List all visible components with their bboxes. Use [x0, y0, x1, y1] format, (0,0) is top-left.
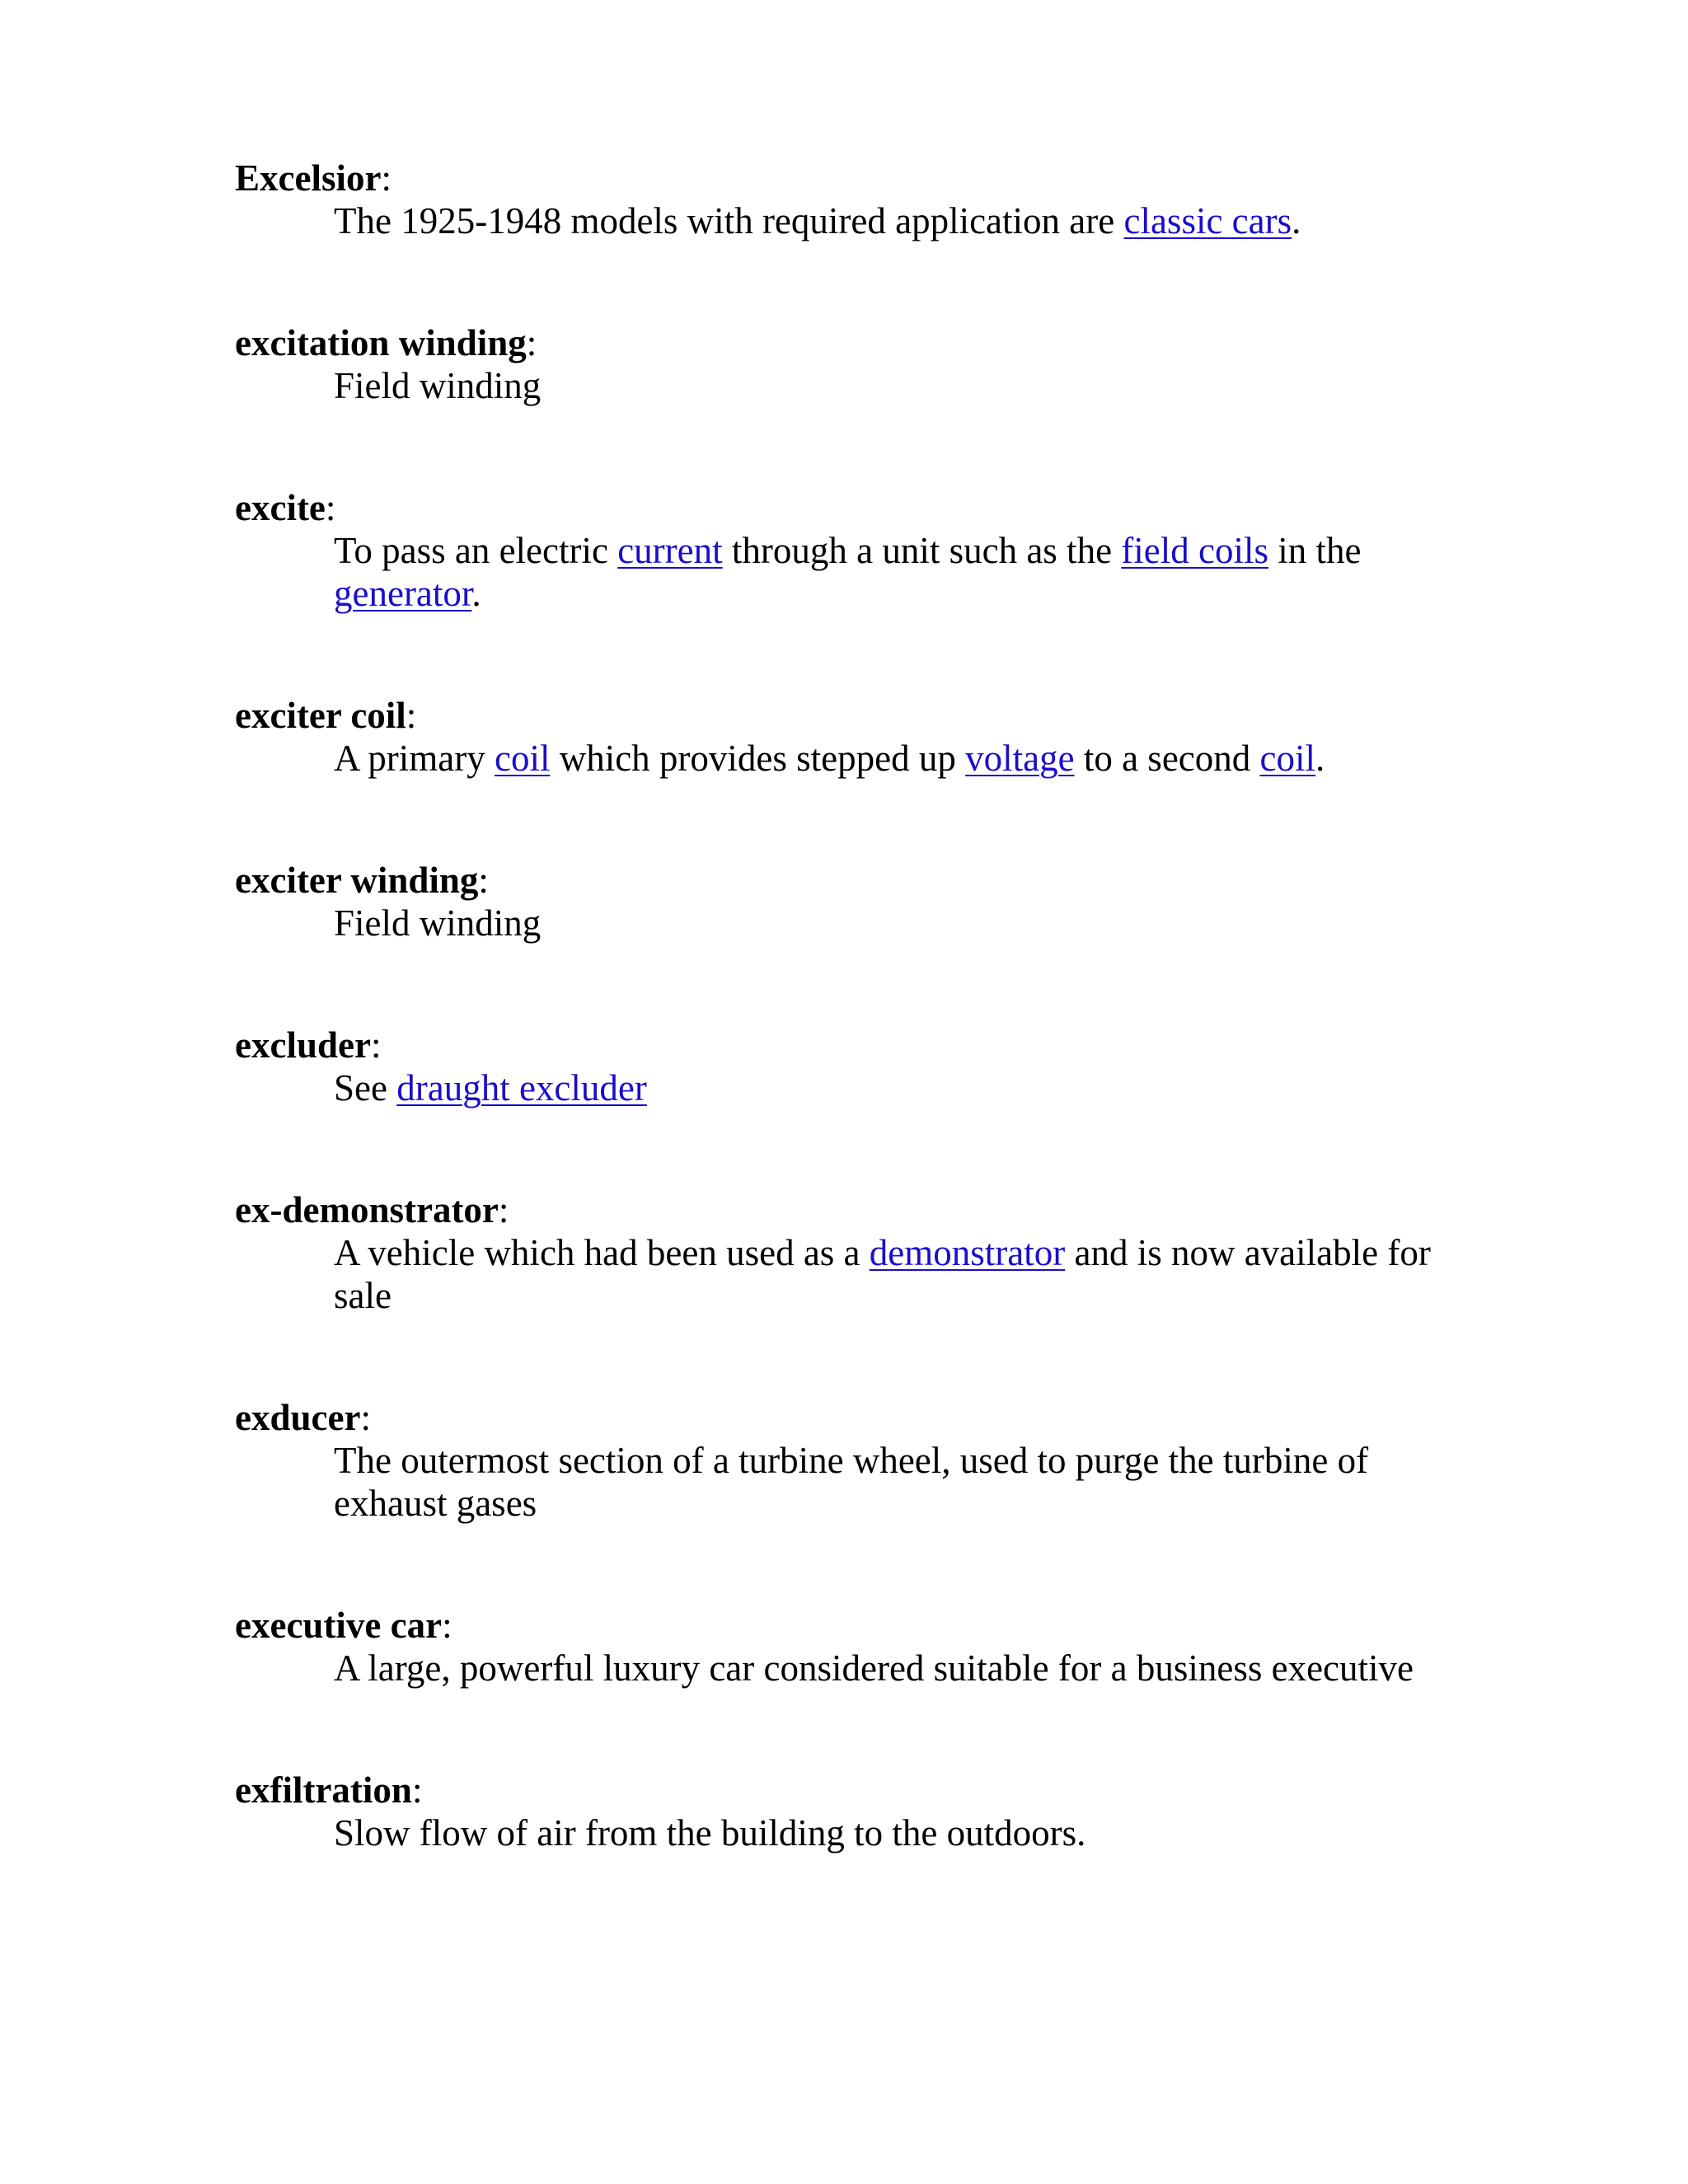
term-line: [235, 1024, 1455, 1066]
definition-text: The 1925-1948 models with required application are: [334, 200, 1124, 241]
definition-text: Field winding: [334, 365, 542, 406]
definition: [334, 1811, 1455, 1854]
term-line: [235, 157, 1455, 199]
link-classic-cars[interactable]: classic cars: [1123, 200, 1292, 241]
term-colon: :: [442, 1605, 452, 1646]
definition-text: To pass an electric: [334, 530, 618, 571]
definition-text: A primary: [334, 738, 495, 779]
definition-text: The outermost section of a turbine wheel, used to purge the turbine of exhaust gases: [334, 1440, 1369, 1524]
definition: [334, 1066, 1455, 1109]
definition: [334, 529, 1455, 615]
definition-text: Field winding: [334, 902, 542, 944]
definition-text: and is now available for sale: [334, 1232, 1431, 1316]
term-colon: :: [411, 1769, 423, 1811]
definition-text: which provides stepped up: [550, 738, 966, 779]
definition: [334, 737, 1455, 780]
term: Excelsior: [235, 157, 382, 199]
term-colon: :: [498, 1189, 509, 1230]
definition-text: in the: [1268, 530, 1362, 571]
definition-text: A vehicle which had been used as a: [334, 1232, 870, 1273]
link-field-coils[interactable]: field coils: [1121, 530, 1269, 571]
definition-text: A large, powerful luxury car considered suitable for a business executive: [334, 1647, 1414, 1689]
link-draught-excluder[interactable]: draught excluder: [396, 1067, 647, 1108]
term-line: [235, 694, 1455, 737]
term: excite: [235, 487, 326, 528]
glossary-entry-ex-demonstrator: [235, 1188, 1455, 1317]
term-colon: :: [381, 157, 392, 199]
link-coil[interactable]: coil: [494, 738, 551, 779]
definition-text: .: [1315, 738, 1325, 779]
definition-text: Slow flow of air from the building to the outdoors.: [334, 1812, 1086, 1854]
definition: [334, 1647, 1455, 1690]
term: executive car: [235, 1605, 443, 1646]
link-voltage[interactable]: voltage: [965, 738, 1075, 779]
term: ex-demonstrator: [235, 1189, 499, 1230]
term-line: [235, 859, 1455, 902]
term-line: [235, 1188, 1455, 1231]
term: exducer: [235, 1397, 361, 1438]
definition: [334, 1231, 1455, 1317]
term-colon: :: [325, 487, 336, 528]
glossary-entry-exfiltration: [235, 1769, 1455, 1854]
glossary-entry-exciter-winding: [235, 859, 1455, 944]
definition-text: to a second: [1074, 738, 1260, 779]
glossary-entry-excitation-winding: [235, 321, 1455, 407]
term: excitation winding: [235, 322, 527, 363]
link-generator[interactable]: generator: [334, 573, 472, 614]
term: exciter winding: [235, 860, 479, 901]
term-line: [235, 321, 1455, 364]
term: exfiltration: [235, 1769, 412, 1811]
definition: [334, 902, 1455, 944]
definition: [334, 1439, 1455, 1525]
term-colon: :: [406, 695, 417, 736]
term-line: [235, 1604, 1455, 1647]
term-colon: :: [526, 322, 537, 363]
definition: [334, 364, 1455, 407]
glossary-entry-excluder: [235, 1024, 1455, 1109]
definition-text: .: [1292, 200, 1301, 241]
definition: [334, 199, 1455, 242]
term-line: [235, 1396, 1455, 1439]
link-current[interactable]: current: [617, 530, 723, 571]
term-colon: :: [360, 1397, 371, 1438]
link-demonstrator[interactable]: demonstrator: [869, 1232, 1066, 1273]
term: exciter coil: [235, 695, 406, 736]
glossary-entry-excelsior: [235, 157, 1455, 242]
link-coil[interactable]: coil: [1259, 738, 1315, 779]
glossary-entry-exducer: [235, 1396, 1455, 1525]
definition-text: .: [471, 573, 481, 614]
term-colon: :: [370, 1024, 382, 1066]
term-line: [235, 486, 1455, 529]
term-colon: :: [478, 860, 489, 901]
term-line: [235, 1769, 1455, 1811]
term: excluder: [235, 1024, 371, 1066]
glossary-entry-executive-car: [235, 1604, 1455, 1690]
definition-text: See: [334, 1067, 397, 1108]
definition-text: through a unit such as the: [722, 530, 1122, 571]
glossary-entry-exciter-coil: [235, 694, 1455, 780]
glossary-entry-excite: [235, 486, 1455, 615]
